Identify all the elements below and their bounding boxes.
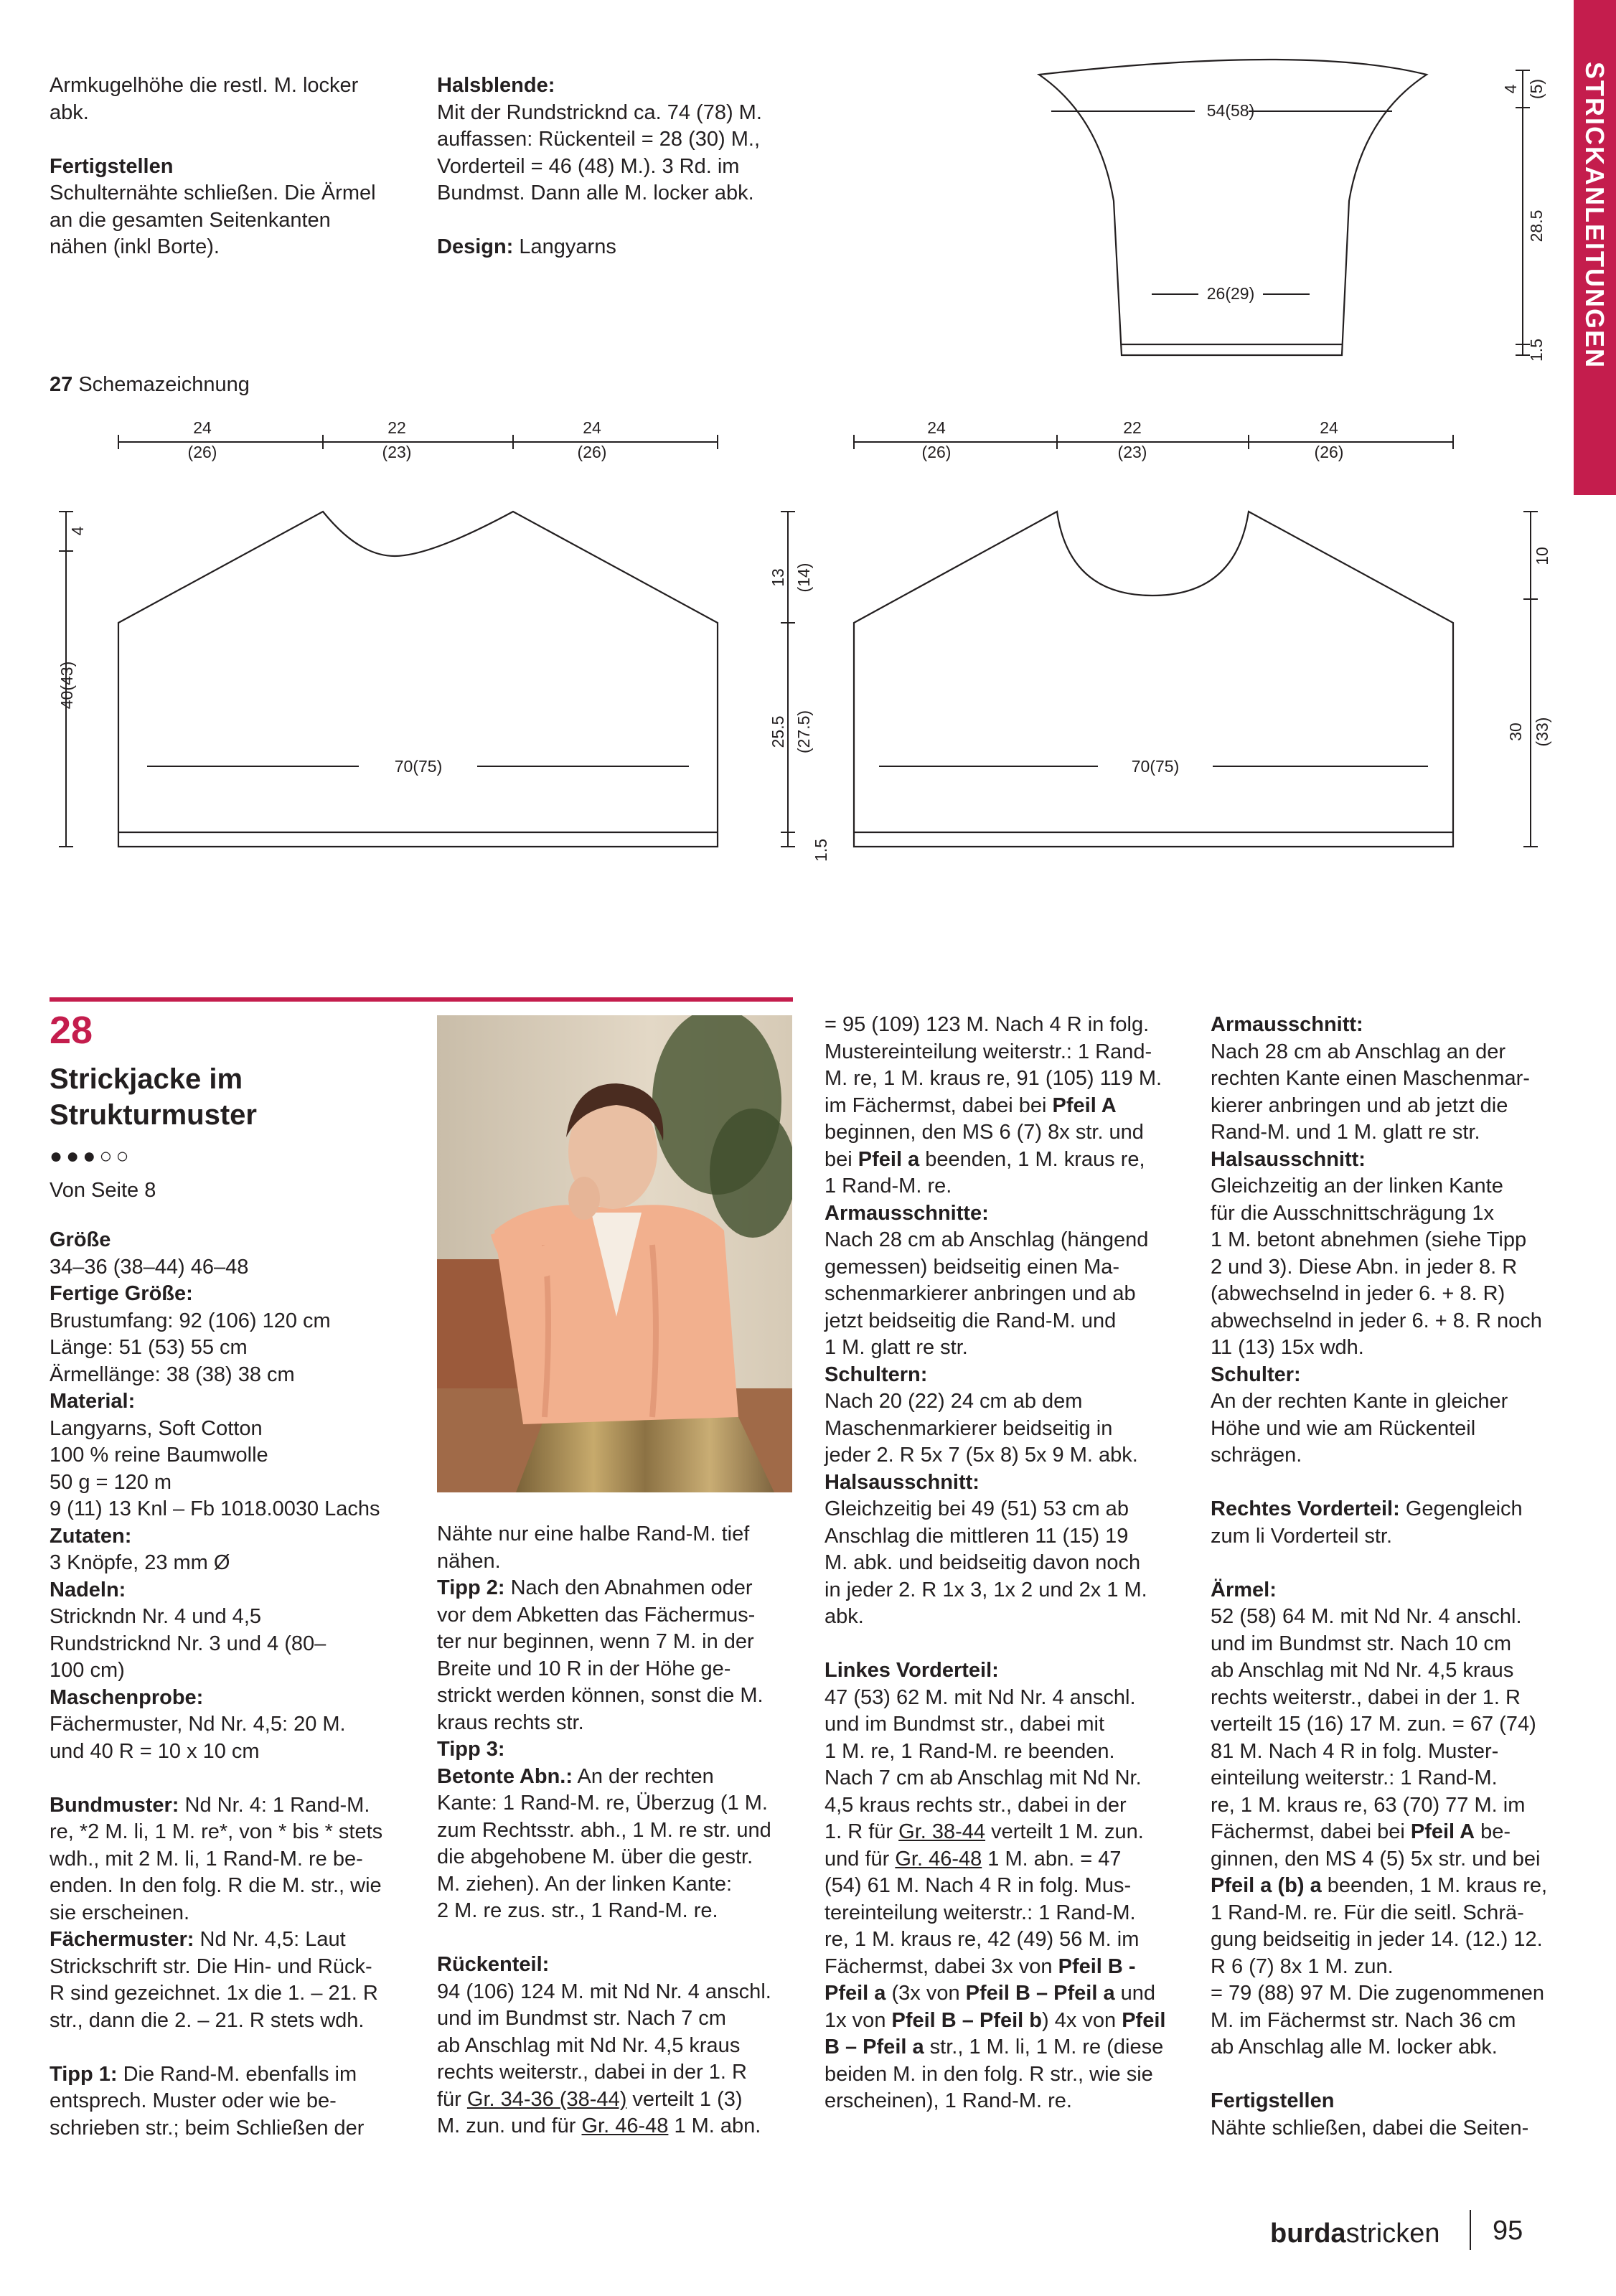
text-line: für die Ausschnittschrägung 1x	[1211, 1201, 1494, 1225]
text-line: Nähte schließen, dabei die Seiten-	[1211, 2116, 1529, 2140]
text-span: An der rechten	[573, 1764, 714, 1788]
text-line: Mustereinteilung weiterstr.: 1 Rand-	[825, 1040, 1152, 1063]
text-line: schrieben str.; beim Schließen der	[50, 2116, 365, 2140]
text-span: bei	[825, 1147, 858, 1171]
back-width-1: 24	[193, 418, 212, 437]
brand-rest: stricken	[1345, 2219, 1440, 2249]
text-line	[437, 2086, 796, 2114]
text-line: ab Anschlag mit Nd Nr. 4,5 kraus	[1211, 1659, 1514, 1682]
bold-span: Pfeil a	[825, 1982, 886, 2005]
bold-span: B – Pfeil a	[825, 2036, 924, 2059]
text-line: gung beidseitig in jeder 14. (12.) 12.	[1211, 1928, 1543, 1951]
section-heading: Tipp 3:	[437, 1738, 505, 1761]
section-heading: Größe	[50, 1228, 111, 1251]
text-line: M. ziehen). An der linken Kante:	[437, 1872, 733, 1896]
article-column-4	[1211, 1012, 1569, 2142]
section-tab-label: STRICKANLEITUNGEN	[1580, 62, 1610, 369]
bold-span: Pfeil a (b) a	[1211, 1874, 1322, 1897]
text-line: Schulternähte schließen. Die Ärmel	[50, 182, 376, 204]
text-span: verteilt 1 M. zun.	[985, 1820, 1144, 1843]
section-tab	[1574, 0, 1616, 495]
text-line: beginnen, den MS 6 (7) 8x str. und	[825, 1121, 1144, 1144]
front-piece-outline	[854, 512, 1453, 847]
bold-span: Pfeil B -	[1058, 1954, 1136, 1978]
text-line: kraus rechts str.	[437, 1711, 584, 1734]
text-span: verteilt 1 (3)	[626, 2087, 743, 2111]
text-span: Nd Nr. 4: 1 Rand-M.	[179, 1793, 370, 1817]
design-value: Langyarns	[513, 235, 616, 258]
text-line: die abgehobene M. über die gestr.	[437, 1845, 753, 1868]
text-line: enden. In den folg. R die M. str., wie	[50, 1874, 382, 1897]
back-width-2: 22	[387, 418, 406, 437]
text-line: Nach 28 cm ab Anschlag an der	[1211, 1040, 1506, 1063]
section-heading: Halsausschnitt:	[825, 1470, 980, 1494]
size-reference: Gr. 34-36 (38-44)	[466, 2087, 627, 2111]
text-line: abwechselnd in jeder 6. + 8. R noch	[1211, 1309, 1542, 1332]
text-line: Gleichzeitig an der linken Kante	[1211, 1175, 1503, 1198]
bold-span: Pfeil a	[858, 1147, 920, 1171]
text-line	[825, 2034, 1183, 2061]
front-width-total: 70(75)	[1131, 757, 1180, 776]
text-line: M. re, 1 M. kraus re, 91 (105) 119 M.	[825, 1067, 1162, 1090]
text-line	[825, 1980, 1183, 2008]
text-line: schrägen.	[1211, 1444, 1302, 1467]
text-line: auffassen: Rückenteil = 28 (30) M.,	[437, 128, 761, 151]
design-label: Design:	[437, 235, 514, 258]
text-line	[50, 1926, 423, 1954]
text-line: Nach 20 (22) 24 cm ab dem	[825, 1390, 1083, 1413]
text-span: Fächermst, dabei 3x von	[825, 1954, 1058, 1978]
sleeve-height-2: 28.5	[1527, 210, 1546, 243]
text-line: einteilung weiterstr.: 1 Rand-M.	[1211, 1766, 1498, 1789]
text-line	[825, 1846, 1183, 1873]
text-line: Vorderteil = 46 (48) M.). 3 Rd. im	[437, 154, 740, 178]
front-width-2: 22	[1123, 418, 1142, 437]
schema-number: 27	[50, 373, 73, 396]
inline-label: Bundmuster:	[50, 1793, 179, 1817]
size-reference: Gr. 38-44	[898, 1820, 986, 1843]
text-line: 1 M. betont abnehmen (siehe Tipp	[1211, 1228, 1527, 1251]
sleeve-height-1b: (5)	[1527, 78, 1546, 100]
text-line: 100 % reine Baumwolle	[50, 1444, 268, 1467]
text-line: abk.	[50, 100, 89, 124]
text-line: kierer anbringen und ab jetzt die	[1211, 1093, 1508, 1117]
text-line: nähen.	[437, 1549, 501, 1573]
text-span: Gegengleich	[1399, 1497, 1523, 1520]
difficulty-rating: ●●●○○	[50, 1144, 133, 1168]
text-line: 50 g = 120 m	[50, 1470, 172, 1494]
text-line: jetzt beidseitig die Rand-M. und	[825, 1309, 1117, 1332]
text-line: rechten Kante einen Maschenmar-	[1211, 1067, 1530, 1090]
text-line: 1 M. glatt re str.	[825, 1336, 968, 1359]
text-line: Nach 7 cm ab Anschlag mit Nd Nr.	[825, 1766, 1142, 1789]
text-line: 9 (11) 13 Knl – Fb 1018.0030 Lachs	[50, 1497, 380, 1520]
text-span: für	[437, 2087, 467, 2111]
text-line	[1211, 1819, 1569, 1846]
article-column-3	[825, 1012, 1183, 2115]
front-height-a: 30	[1506, 723, 1525, 741]
section-heading: Fertige Größe:	[50, 1282, 193, 1305]
product-photo	[437, 1015, 792, 1492]
top-column-1	[50, 72, 408, 261]
text-line: ab Anschlag alle M. locker abk.	[1211, 2036, 1498, 2059]
back-width-3b: (26)	[577, 443, 607, 461]
front-width-1: 24	[927, 418, 946, 437]
text-line: rechts weiterstr., dabei in der 1. R	[437, 2061, 747, 2084]
text-line: Länge: 51 (53) 55 cm	[50, 1336, 248, 1359]
text-line: rechts weiterstr., dabei in der 1. R	[1211, 1685, 1521, 1709]
text-line: Anschlag die mittleren 11 (15) 19	[825, 1524, 1129, 1548]
section-heading: Ärmel:	[1211, 1578, 1277, 1601]
article-number: 28	[50, 1009, 93, 1052]
text-line: nähen (inkl Borte).	[50, 235, 220, 258]
text-line: 2 M. re zus. str., 1 Rand-M. re.	[437, 1899, 718, 1922]
text-line: (54) 61 M. Nach 4 R in folg. Mus-	[825, 1874, 1132, 1897]
bold-span: Pfeil	[1122, 2008, 1166, 2032]
text-line: 1 M. re, 1 Rand-M. re beenden.	[825, 1739, 1115, 1763]
inline-label: Tipp 2:	[437, 1576, 505, 1599]
text-span: beenden, 1 M. kraus re,	[1321, 1874, 1548, 1897]
size-reference: Gr. 46-48	[581, 2114, 669, 2137]
text-line: Höhe und wie am Rückenteil	[1211, 1416, 1476, 1440]
section-heading: Rückenteil:	[437, 1953, 550, 1976]
section-heading: Armausschnitt:	[1211, 1013, 1363, 1036]
front-width-3: 24	[1320, 418, 1338, 437]
inline-label: Betonte Abn.:	[437, 1764, 573, 1788]
text-line: zum Rechtsstr. abh., 1 M. re str. und	[437, 1818, 771, 1842]
text-line	[1211, 1496, 1569, 1523]
text-span: Nach den Abnahmen oder	[504, 1576, 753, 1599]
text-line: Strickndn Nr. 4 und 4,5	[50, 1605, 261, 1628]
text-line: str., dann die 2. – 21. R stets wdh.	[50, 2008, 365, 2032]
text-line: Ärmellänge: 38 (38) 38 cm	[50, 1363, 295, 1386]
article-header	[50, 1008, 408, 1205]
sleeve-height-3: 1.5	[1527, 339, 1546, 362]
section-heading: Fertigstellen	[1211, 2089, 1335, 2112]
front-width-3b: (26)	[1314, 443, 1344, 461]
sleeve-bottom-width: 26(29)	[1206, 284, 1255, 303]
text-line: Maschenmarkierer beidseitig in	[825, 1416, 1113, 1440]
text-line: re, *2 M. li, 1 M. re*, von * bis * stets	[50, 1820, 383, 1843]
body-height-b: (27.5)	[794, 710, 813, 754]
sleeve-schematic	[1005, 50, 1572, 373]
page-number: 95	[1493, 2216, 1523, 2246]
inline-label: Fächermuster:	[50, 1928, 194, 1951]
text-line: abk.	[825, 1605, 864, 1628]
text-span: ) 4x von	[1042, 2008, 1122, 2032]
text-span: Die Rand-M. ebenfalls im	[117, 2062, 357, 2086]
source-reference: Von Seite 8	[50, 1179, 156, 1202]
footer-divider	[1470, 2210, 1471, 2250]
section-heading: Fertigstellen	[50, 154, 174, 178]
article-title-line-2: Strukturmuster	[50, 1099, 257, 1131]
text-line	[825, 1819, 1183, 1846]
text-line: in jeder 2. R 1x 3, 1x 2 und 2x 1 M.	[825, 1578, 1147, 1601]
text-line: Fächermuster, Nd Nr. 4,5: 20 M.	[50, 1713, 346, 1736]
text-line: = 79 (88) 97 M. Die zugenommenen	[1211, 1982, 1545, 2005]
text-span: 1 M. abn. = 47	[982, 1847, 1122, 1871]
body-schematic	[0, 416, 1572, 883]
front-width-1b: (26)	[921, 443, 952, 461]
text-line: jeder 2. R 5x 7 (5x 8) 5x 9 M. abk.	[825, 1444, 1138, 1467]
text-line	[825, 1954, 1183, 1981]
text-line: Nähte nur eine halbe Rand-M. tief	[437, 1523, 750, 1545]
brand-bold: burda	[1270, 2219, 1346, 2249]
article-column-1	[50, 1227, 423, 2142]
section-heading: Material:	[50, 1390, 136, 1413]
text-line: ginnen, den MS 4 (5) 5x str. und bei	[1211, 1847, 1541, 1871]
text-line	[437, 1764, 796, 1791]
text-line: 47 (53) 62 M. mit Nd Nr. 4 anschl.	[825, 1685, 1136, 1709]
text-span: (3x von	[885, 1982, 966, 2005]
text-line: gemessen) beidseitig einen Ma-	[825, 1255, 1120, 1279]
inline-label: Tipp 1:	[50, 2062, 118, 2086]
sleeve-top-width: 54(58)	[1206, 101, 1255, 120]
text-line	[50, 2061, 423, 2089]
text-span: Nd Nr. 4,5: Laut	[194, 1928, 346, 1951]
text-span: 1 M. abn.	[668, 2114, 761, 2137]
schema-caption	[50, 372, 250, 399]
text-line	[825, 1093, 1183, 1120]
text-line: re, 1 M. kraus re, 63 (70) 77 M. im	[1211, 1793, 1526, 1817]
text-line: 1 Rand-M. re.	[825, 1175, 952, 1198]
text-line: 81 M. Nach 4 R in folg. Muster-	[1211, 1739, 1499, 1763]
sleeve-height-1a: 4	[1501, 84, 1520, 94]
text-line: 52 (58) 64 M. mit Nd Nr. 4 anschl.	[1211, 1605, 1522, 1628]
text-line: Mit der Rundstricknd ca. 74 (78) M.	[437, 100, 762, 124]
text-line: 2 und 3). Diese Abn. in jeder 8. R	[1211, 1255, 1518, 1279]
text-line: verteilt 15 (16) 17 M. zun. = 67 (74)	[1211, 1713, 1536, 1736]
text-line	[437, 2113, 796, 2140]
back-width-3: 24	[583, 418, 601, 437]
text-span: 1. R für	[825, 1820, 899, 1843]
text-line: M. im Fächermst str. Nach 36 cm	[1211, 2008, 1516, 2032]
magazine-brand	[1270, 2219, 1439, 2249]
text-line: Breite und 10 R in der Höhe ge-	[437, 1657, 731, 1680]
text-line: zum li Vorderteil str.	[1211, 1524, 1393, 1548]
bold-span: Pfeil A	[1052, 1093, 1117, 1117]
text-line	[825, 2008, 1183, 2035]
body-height-a: 25.5	[769, 715, 787, 748]
text-line: 11 (13) 15x wdh.	[1211, 1336, 1364, 1359]
armhole-height-a: 13	[769, 568, 787, 587]
back-width-2b: (23)	[382, 443, 412, 461]
text-span: be-	[1475, 1820, 1511, 1843]
text-line: 3 Knöpfe, 23 mm Ø	[50, 1551, 230, 1574]
back-width-1b: (26)	[187, 443, 217, 461]
section-heading: Schultern:	[825, 1363, 928, 1386]
band-height: 1.5	[812, 839, 830, 862]
top-column-2	[437, 72, 839, 261]
bold-span: Pfeil B – Pfeil b	[891, 2008, 1042, 2032]
schema-label: Schemazeichnung	[72, 373, 250, 396]
text-line: = 95 (109) 123 M. Nach 4 R in folg.	[825, 1013, 1150, 1036]
text-line: M. abk. und beidseitig davon noch	[825, 1551, 1141, 1574]
text-span: und für	[825, 1847, 896, 1871]
text-line: Bundmst. Dann alle M. locker abk.	[437, 182, 754, 204]
article-column-2	[437, 1521, 796, 2140]
article-rule	[50, 997, 793, 1002]
text-line: an die gesamten Seitenkanten	[50, 208, 331, 232]
text-line: und im Bundmst str. Nach 10 cm	[1211, 1632, 1512, 1655]
text-line: R 6 (7) 8x 1 M. zun.	[1211, 1954, 1394, 1978]
text-line: re, 1 M. kraus re, 42 (49) 56 M. im	[825, 1928, 1140, 1951]
text-line: Rundstricknd Nr. 3 und 4 (80–	[50, 1632, 327, 1655]
text-line: beiden M. in den folg. R str., wie sie	[825, 2062, 1153, 2086]
text-line: wdh., mit 2 M. li, 1 Rand-M. re be-	[50, 1847, 363, 1871]
front-neck-depth: 10	[1533, 547, 1551, 565]
text-line: und im Bundmst str. Nach 7 cm	[437, 2007, 726, 2030]
text-line: Brustumfang: 92 (106) 120 cm	[50, 1309, 331, 1332]
text-line: Gleichzeitig bei 49 (51) 53 cm ab	[825, 1497, 1129, 1520]
text-line: Nach 28 cm ab Anschlag (hängend	[825, 1228, 1149, 1251]
text-line: Langyarns, Soft Cotton	[50, 1416, 263, 1440]
text-line: Strickschrift str. Die Hin- und Rück-	[50, 1954, 372, 1978]
size-reference: Gr. 46-48	[895, 1847, 982, 1871]
text-line: ter nur beginnen, wenn 7 M. in der	[437, 1630, 754, 1653]
armhole-height-b: (14)	[794, 563, 813, 593]
text-line: sie erscheinen.	[50, 1901, 190, 1924]
text-line: 100 cm)	[50, 1659, 125, 1682]
text-line: Rand-M. und 1 M. glatt re str.	[1211, 1121, 1480, 1144]
inline-label: Rechtes Vorderteil:	[1211, 1497, 1400, 1520]
front-height-b: (33)	[1533, 717, 1551, 747]
photo-illustration	[437, 1015, 792, 1492]
section-heading: Halsausschnitt:	[1211, 1147, 1366, 1171]
text-line: An der rechten Kante in gleicher	[1211, 1390, 1508, 1413]
text-line: und 40 R = 10 x 10 cm	[50, 1739, 260, 1763]
bold-span: Pfeil B – Pfeil a	[965, 1982, 1115, 2005]
text-line: 34–36 (38–44) 46–48	[50, 1255, 249, 1279]
text-line: (abwechselnd in jeder 6. + 8. R)	[1211, 1282, 1505, 1305]
design-credit	[437, 234, 839, 261]
back-width-total: 70(75)	[394, 757, 443, 776]
bold-span: Pfeil A	[1410, 1820, 1475, 1843]
section-heading: Armausschnitte:	[825, 1201, 989, 1225]
text-line	[437, 1575, 796, 1602]
text-line: 1 Rand-M. re. Für die seitl. Schrä-	[1211, 1901, 1524, 1924]
section-heading: Linkes Vorderteil:	[825, 1659, 999, 1682]
text-line	[50, 1792, 423, 1820]
section-heading: Schulter:	[1211, 1363, 1301, 1386]
text-span: und	[1114, 1982, 1156, 2005]
article-title-line-1: Strickjacke im	[50, 1063, 243, 1095]
text-line: Armkugelhöhe die restl. M. locker	[50, 74, 359, 97]
text-line: vor dem Abketten das Fächermus-	[437, 1603, 756, 1627]
section-heading: Zutaten:	[50, 1524, 132, 1548]
text-span: im Fächermst, dabei bei	[825, 1093, 1053, 1117]
text-line: tereinteilung weiterstr.: 1 Rand-M.	[825, 1901, 1136, 1924]
section-heading: Maschenprobe:	[50, 1685, 204, 1709]
text-span: str., 1 M. li, 1 M. re (diese	[924, 2036, 1164, 2059]
text-span: 1x von	[825, 2008, 892, 2032]
text-span: beenden, 1 M. kraus re,	[919, 1147, 1145, 1171]
text-line: schenmarkierer anbringen und ab	[825, 1282, 1136, 1305]
text-line	[1211, 1873, 1569, 1900]
front-width-2b: (23)	[1117, 443, 1147, 461]
text-span: M. zun. und für	[437, 2114, 582, 2137]
text-line: erscheinen), 1 Rand-M. re.	[825, 2089, 1072, 2112]
text-line: 4,5 kraus rechts str., dabei in der	[825, 1793, 1127, 1817]
text-line: 94 (106) 124 M. mit Nd Nr. 4 anschl.	[437, 1980, 771, 2003]
text-line: strickt werden können, sonst die M.	[437, 1684, 764, 1707]
text-line: Kante: 1 Rand-M. re, Überzug (1 M.	[437, 1792, 768, 1815]
back-neck-depth: 4	[68, 526, 87, 536]
back-height: 40(43)	[57, 661, 76, 710]
text-line: und im Bundmst str., dabei mit	[825, 1713, 1105, 1736]
text-line	[825, 1147, 1183, 1174]
text-line: R sind gezeichnet. 1x die 1. – 21. R	[50, 1982, 378, 2005]
section-heading: Halsblende:	[437, 74, 555, 97]
text-span: Fächermst, dabei bei	[1211, 1820, 1411, 1843]
back-piece-outline	[118, 512, 718, 847]
text-line: entsprech. Muster oder wie be-	[50, 2089, 337, 2112]
section-heading: Nadeln:	[50, 1578, 126, 1601]
text-line: ab Anschlag mit Nd Nr. 4,5 kraus	[437, 2033, 741, 2057]
